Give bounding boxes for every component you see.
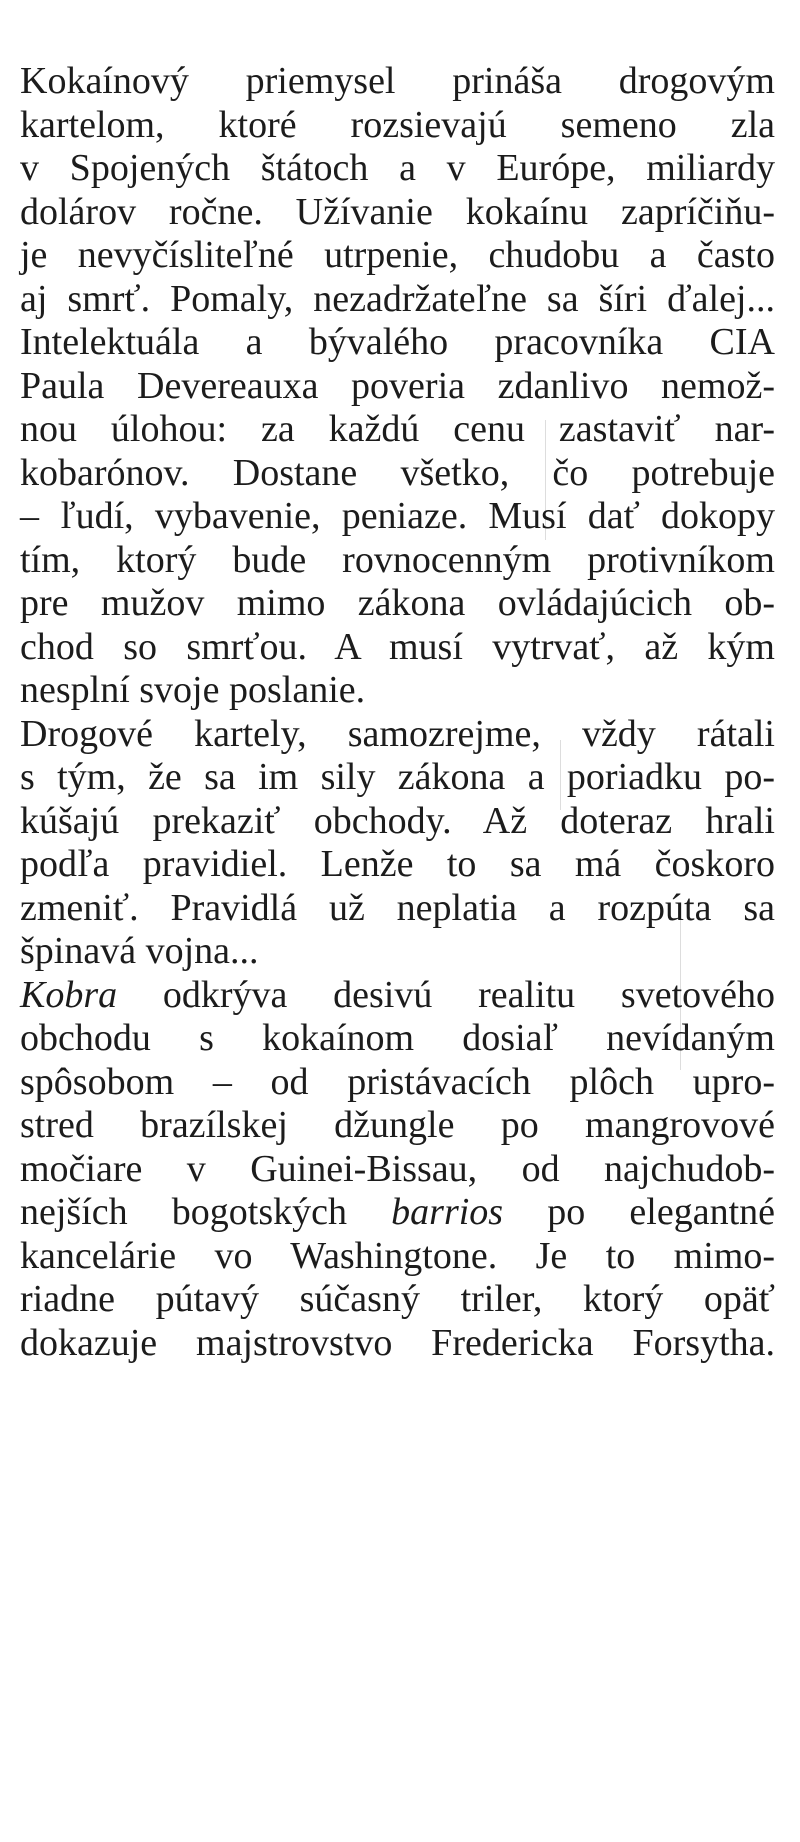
text-line: je nevyčísliteľné utrpenie, chudobu a často [20,234,775,276]
text-line [20,1191,775,1235]
text-line: dolárov ročne. Užívanie kokaínu zapríčiňu- [20,190,775,233]
text-line: zmeniť. Pravidlá už neplatia a rozpúta sa [20,886,775,929]
text-line: obchodu s kokaínom dosiaľ nevídaným [20,1017,775,1059]
text-line: kúšajú prekaziť obchody. Až doteraz hrali [20,799,775,842]
text-line [20,974,775,1018]
text-line: nesplní svoje poslanie. [20,669,366,711]
text-line: Intelektuála a bývalého pracovníka CIA [20,321,775,363]
text-line: Kokaínový priemysel prináša drogovým [20,60,775,102]
text-line: nou úlohou: za každú cenu zastaviť nar- [20,408,775,450]
text-line: močiare v Guinei-Bissau, od najchudob- [20,1147,775,1190]
text-line: spôsobom – od pristávacích plôch upro- [20,1060,775,1103]
text-line: riadne pútavý súčasný triler, ktorý opäť [20,1278,775,1320]
text-line: Paula Devereauxa poveria zdanlivo nemož- [20,364,775,407]
book-title-italic: Kobra [20,973,118,1016]
text-line: stred brazílskej džungle po mangrovové [20,1104,775,1146]
text-line: chod so smrťou. A musí vytrvať, až kým [20,625,775,668]
text-run: nejších bogotských [20,1191,392,1233]
text-line: pre mužov mimo zákona ovládajúcich ob- [20,582,775,624]
text-run: po elegantné [503,1191,775,1233]
text-line: Drogové kartely, samozrejme, vždy rátali [20,712,775,755]
text-line: špinavá vojna... [20,930,259,972]
text-run: odkrýva desivú realitu svetového [117,973,775,1016]
text-line: podľa pravidiel. Lenže to sa má čoskoro [20,843,775,885]
text-line: s tým, že sa im sily zákona a poriadku po- [20,756,775,798]
blurb-text [20,60,775,1365]
text-line: dokazuje majstrovstvo Fredericka Forsytha. [20,1321,775,1364]
text-line: kancelárie vo Washingtone. Je to mimo- [20,1234,775,1277]
text-line: v Spojených štátoch a v Európe, miliardy [20,147,775,189]
text-line: aj smrť. Pomaly, nezadržateľne sa šíri ďalej... [20,277,775,320]
text-line: tím, ktorý bude rovnocenným protivníkom [20,538,775,581]
foreign-word-italic: barrios [391,1191,504,1233]
text-line: – ľudí, vybavenie, peniaze. Musí dať dokopy [20,495,775,537]
text-line: kobarónov. Dostane všetko, čo potrebuje [20,451,775,494]
text-line: kartelom, ktoré rozsievajú semeno zla [20,103,775,146]
